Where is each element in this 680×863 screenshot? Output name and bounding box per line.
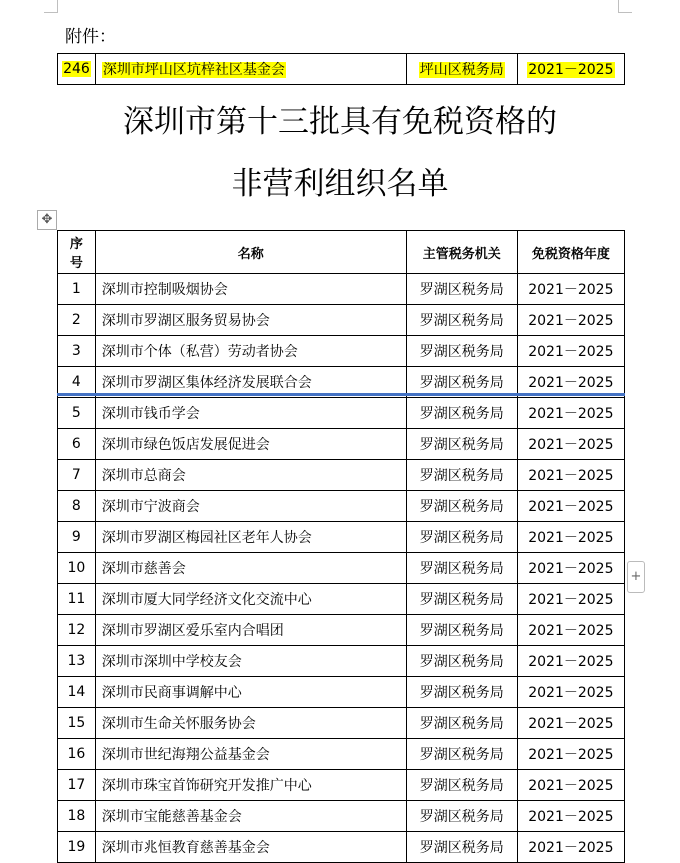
table-header-row	[58, 231, 625, 274]
tax-authority: 罗湖区税务局	[406, 522, 517, 553]
tax-authority: 罗湖区税务局	[406, 429, 517, 460]
tax-authority: 罗湖区税务局	[406, 305, 517, 336]
header-number-line1: 序	[69, 237, 83, 252]
row-number: 4	[58, 367, 96, 398]
table-row[interactable]	[58, 770, 625, 801]
table-row[interactable]	[58, 677, 625, 708]
organization-table	[57, 230, 625, 863]
table-move-handle-icon[interactable]: ✥	[37, 210, 57, 230]
table-row[interactable]	[58, 801, 625, 832]
row-number: 10	[58, 553, 96, 584]
row-number: 1	[58, 274, 96, 305]
organization-name: 深圳市宁波商会	[95, 491, 406, 522]
organization-name: 深圳市民商事调解中心	[95, 677, 406, 708]
highlighted-text: 246	[63, 61, 90, 77]
table-row[interactable]	[58, 708, 625, 739]
header-name: 名称	[95, 231, 406, 274]
tax-authority: 罗湖区税务局	[406, 615, 517, 646]
tax-authority: 罗湖区税务局	[406, 832, 517, 863]
organization-name: 深圳市慈善会	[95, 553, 406, 584]
row-number: 15	[58, 708, 96, 739]
exemption-years: 2021－2025	[517, 770, 624, 801]
exemption-years: 2021－2025	[517, 739, 624, 770]
exemption-years: 2021－2025	[517, 646, 624, 677]
table-row[interactable]	[58, 305, 625, 336]
table-selection-line	[57, 393, 625, 396]
organization-name	[95, 54, 406, 85]
add-column-icon[interactable]: +	[627, 561, 645, 593]
row-number: 17	[58, 770, 96, 801]
table-row[interactable]	[58, 274, 625, 305]
tax-authority: 罗湖区税务局	[406, 460, 517, 491]
exemption-years	[517, 54, 624, 85]
tax-authority	[406, 54, 517, 85]
exemption-years: 2021－2025	[517, 274, 624, 305]
exemption-years: 2021－2025	[517, 553, 624, 584]
row-number: 5	[58, 398, 96, 429]
row-number: 19	[58, 832, 96, 863]
table-row[interactable]	[58, 584, 625, 615]
row-number: 3	[58, 336, 96, 367]
exemption-years: 2021－2025	[517, 398, 624, 429]
exemption-years: 2021－2025	[517, 491, 624, 522]
organization-name: 深圳市罗湖区梅园社区老年人协会	[95, 522, 406, 553]
document-title-line1: 深圳市第十三批具有免税资格的	[123, 104, 557, 140]
crop-mark-left-h	[44, 12, 58, 13]
organization-name: 深圳市个体（私营）劳动者协会	[95, 336, 406, 367]
table-row[interactable]	[58, 522, 625, 553]
row-number: 14	[58, 677, 96, 708]
exemption-years: 2021－2025	[517, 429, 624, 460]
row-number: 11	[58, 584, 96, 615]
exemption-years: 2021－2025	[517, 336, 624, 367]
exemption-years: 2021－2025	[517, 584, 624, 615]
exemption-years: 2021－2025	[517, 615, 624, 646]
attachment-label: 附件：	[65, 27, 116, 47]
exemption-years: 2021－2025	[517, 801, 624, 832]
organization-name: 深圳市罗湖区集体经济发展联合会	[95, 367, 406, 398]
organization-name: 深圳市钱币学会	[95, 398, 406, 429]
row-number	[58, 54, 96, 85]
organization-name: 深圳市珠宝首饰研究开发推广中心	[95, 770, 406, 801]
tax-authority: 罗湖区税务局	[406, 367, 517, 398]
row-number: 16	[58, 739, 96, 770]
organization-name: 深圳市世纪海翔公益基金会	[95, 739, 406, 770]
table-row[interactable]	[58, 553, 625, 584]
tax-authority: 罗湖区税务局	[406, 584, 517, 615]
crop-mark-right-h	[618, 12, 632, 13]
exemption-years: 2021－2025	[517, 677, 624, 708]
row-number: 7	[58, 460, 96, 491]
tax-authority: 罗湖区税务局	[406, 739, 517, 770]
tax-authority: 罗湖区税务局	[406, 801, 517, 832]
organization-name: 深圳市宝能慈善基金会	[95, 801, 406, 832]
table-row[interactable]	[58, 429, 625, 460]
crop-mark-right-v	[618, 0, 619, 12]
organization-name: 深圳市生命关怀服务协会	[95, 708, 406, 739]
organization-name: 深圳市罗湖区爱乐室内合唱团	[95, 615, 406, 646]
document-title-line2: 非营利组织名单	[231, 166, 449, 202]
header-years: 免税资格年度	[517, 231, 624, 274]
tax-authority: 罗湖区税务局	[406, 677, 517, 708]
row-number: 12	[58, 615, 96, 646]
tax-authority: 罗湖区税务局	[406, 336, 517, 367]
table-row[interactable]	[58, 739, 625, 770]
organization-name: 深圳市厦大同学经济文化交流中心	[95, 584, 406, 615]
table-row[interactable]	[58, 615, 625, 646]
tax-authority: 罗湖区税务局	[406, 274, 517, 305]
tax-authority: 罗湖区税务局	[406, 708, 517, 739]
table-row[interactable]	[58, 336, 625, 367]
tax-authority: 罗湖区税务局	[406, 491, 517, 522]
row-number: 18	[58, 801, 96, 832]
row-number: 9	[58, 522, 96, 553]
exemption-years: 2021－2025	[517, 460, 624, 491]
tax-authority: 罗湖区税务局	[406, 770, 517, 801]
highlighted-text: 坪山区税务局	[419, 62, 504, 78]
top-row-table	[57, 53, 625, 85]
organization-name: 深圳市罗湖区服务贸易协会	[95, 305, 406, 336]
table-row[interactable]	[58, 398, 625, 429]
crop-mark-left-v	[57, 0, 58, 12]
tax-authority: 罗湖区税务局	[406, 646, 517, 677]
header-number	[58, 231, 96, 274]
organization-name: 深圳市绿色饭店发展促进会	[95, 429, 406, 460]
tax-authority: 罗湖区税务局	[406, 398, 517, 429]
row-number: 8	[58, 491, 96, 522]
table-row[interactable]	[58, 54, 625, 85]
table-row[interactable]	[58, 460, 625, 491]
highlighted-text: 2021－2025	[528, 62, 614, 78]
tax-authority: 罗湖区税务局	[406, 553, 517, 584]
organization-name: 深圳市总商会	[95, 460, 406, 491]
exemption-years: 2021－2025	[517, 367, 624, 398]
header-authority: 主管税务机关	[406, 231, 517, 274]
header-number-line2: 号	[69, 256, 83, 271]
organization-name: 深圳市深圳中学校友会	[95, 646, 406, 677]
row-number: 13	[58, 646, 96, 677]
exemption-years: 2021－2025	[517, 708, 624, 739]
organization-name: 深圳市兆恒教育慈善基金会	[95, 832, 406, 863]
table-row[interactable]	[58, 832, 625, 863]
exemption-years: 2021－2025	[517, 305, 624, 336]
exemption-years: 2021－2025	[517, 522, 624, 553]
highlighted-text: 深圳市坪山区坑梓社区基金会	[102, 62, 285, 78]
exemption-years: 2021－2025	[517, 832, 624, 863]
table-row[interactable]	[58, 646, 625, 677]
row-number: 2	[58, 305, 96, 336]
row-number: 6	[58, 429, 96, 460]
organization-name: 深圳市控制吸烟协会	[95, 274, 406, 305]
table-row[interactable]	[58, 491, 625, 522]
